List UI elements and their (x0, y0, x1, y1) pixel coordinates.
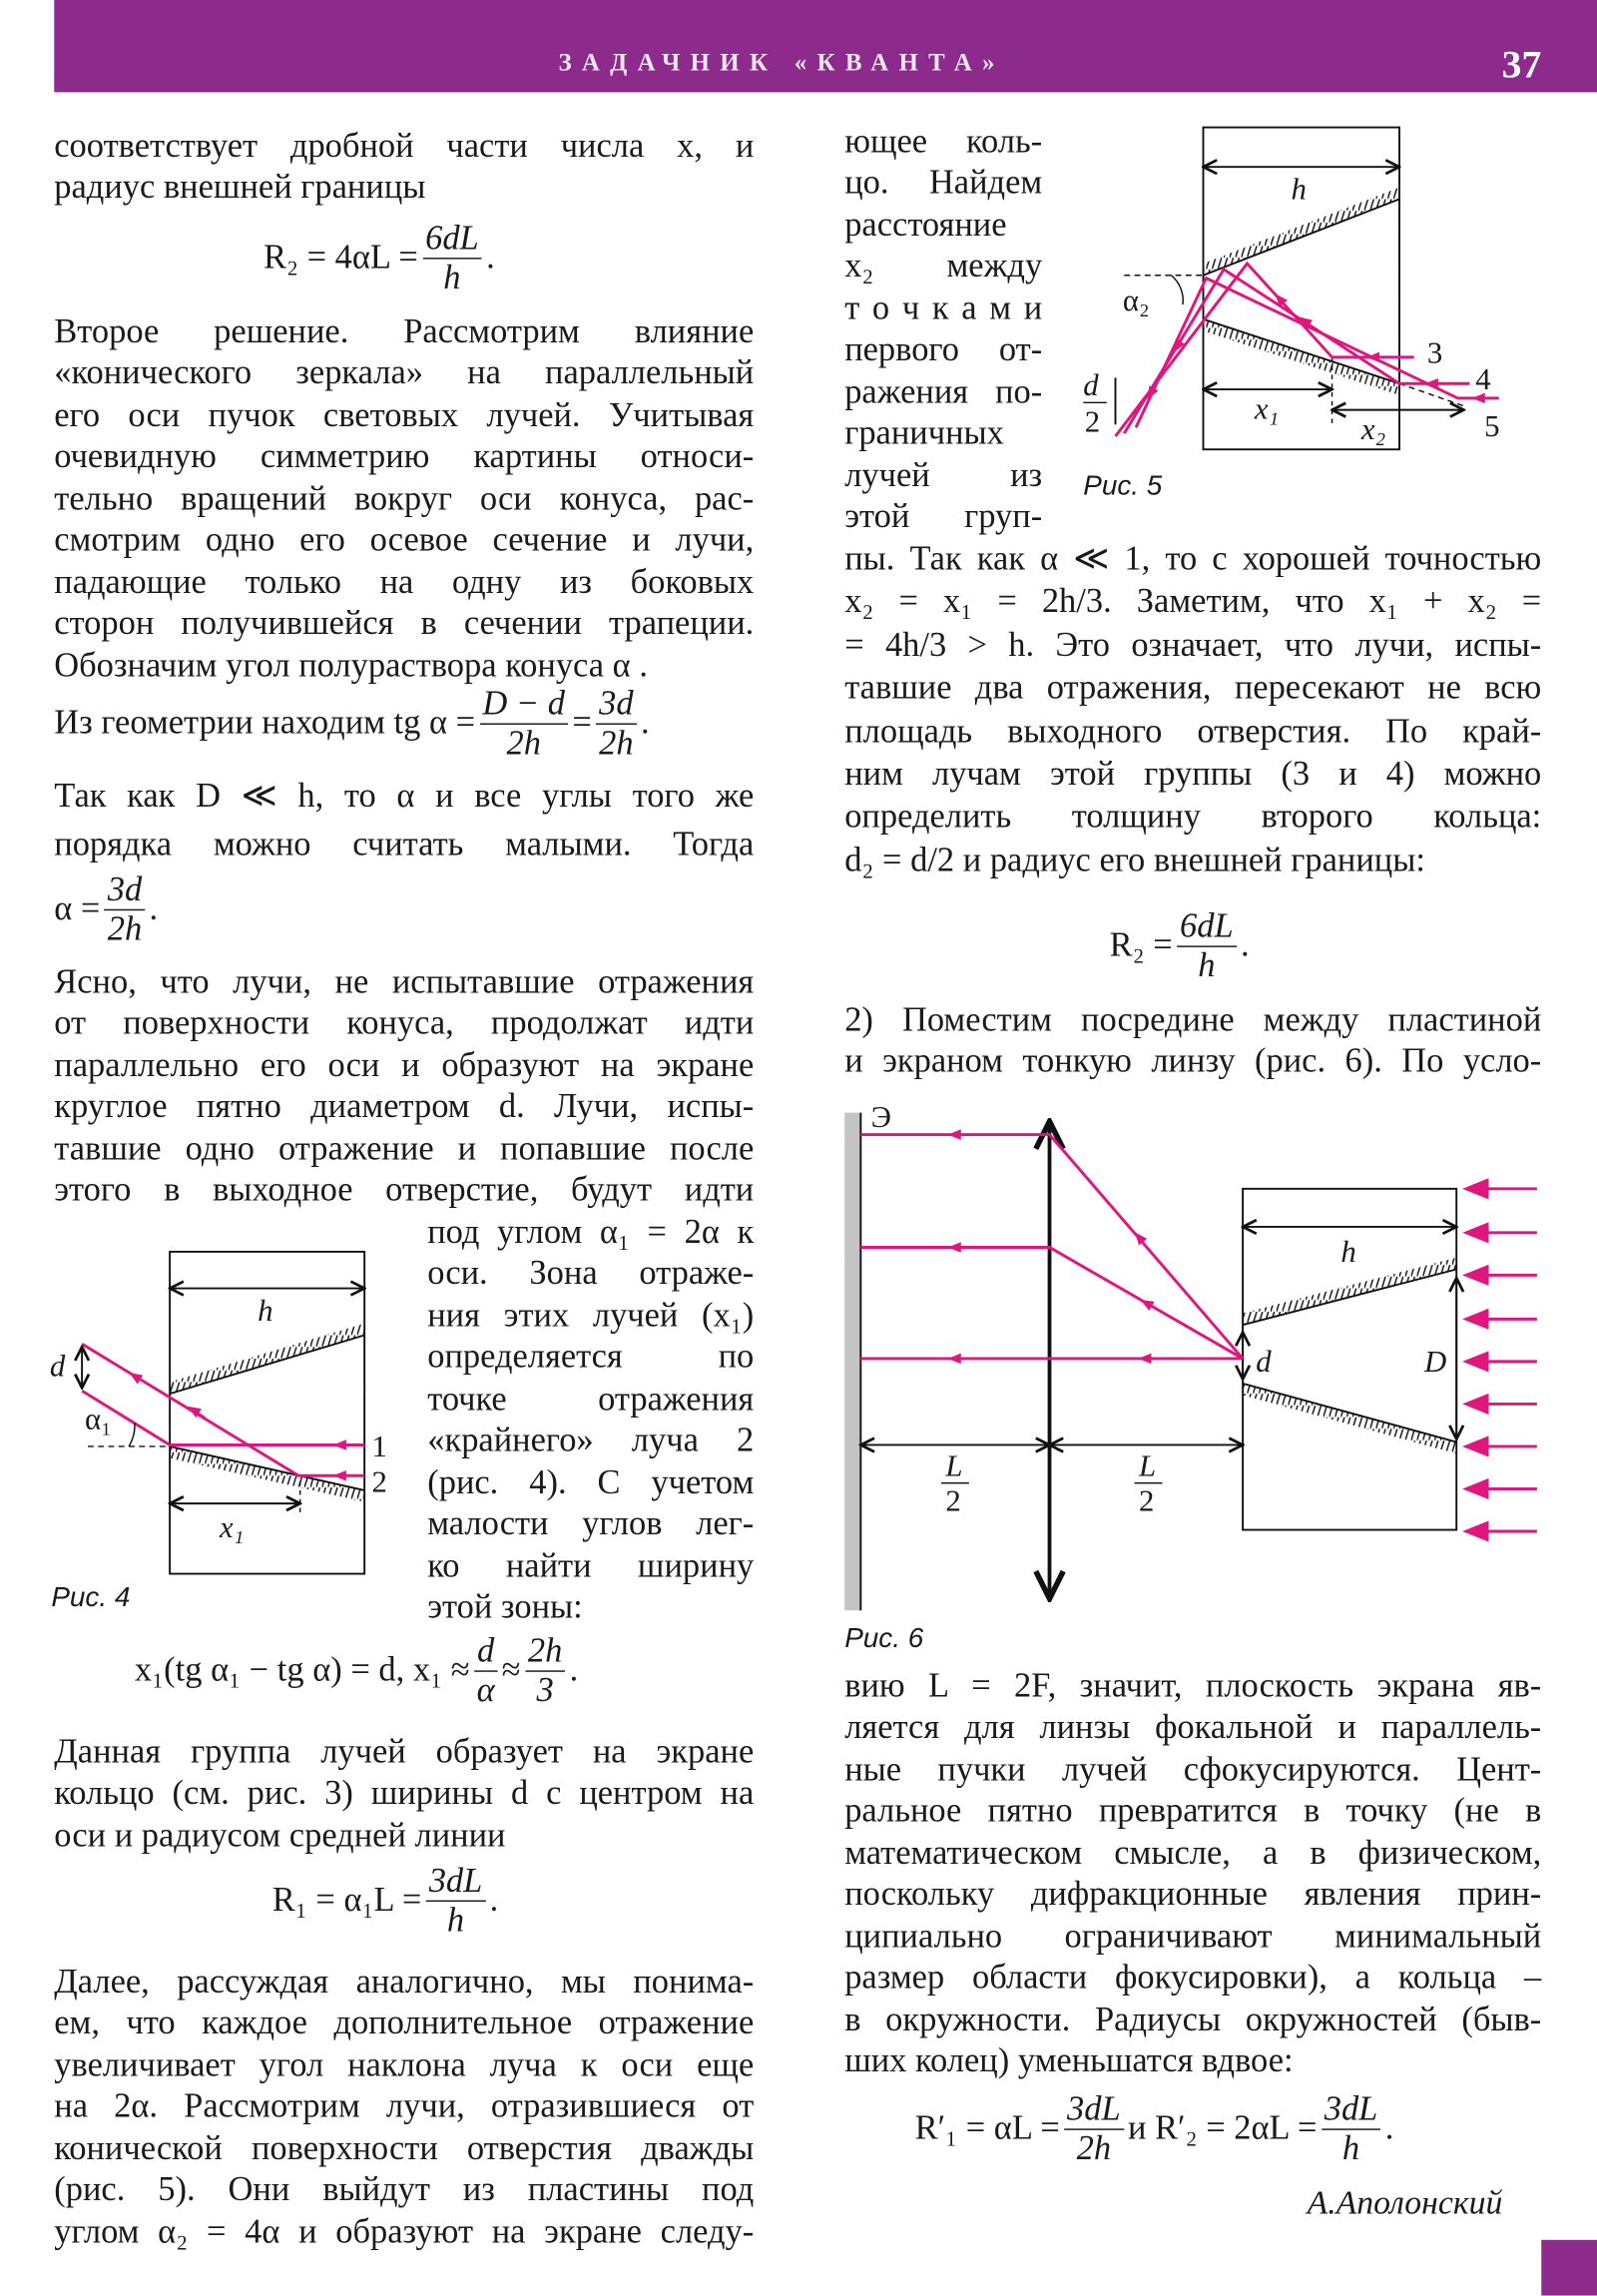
text-line: ем, что каждое дополнительное отражение (54, 2005, 755, 2043)
cone-surface-upper (170, 1335, 364, 1394)
cone-surface-lower (170, 1446, 364, 1490)
ray-5 (1136, 279, 1499, 428)
text-line: Так как D ≪ h, то α и все углы того же (54, 777, 755, 816)
fraction-numerator: 3dL (1322, 2090, 1381, 2130)
figure-4-diagram (50, 1252, 387, 1574)
label-ray-5: 5 (1484, 409, 1500, 444)
formula-text: . (489, 1881, 499, 1920)
text-line: параллельно его оси и образуют на экране (54, 1046, 755, 1085)
text-line: площадь выходного отверстия. По край- (844, 712, 1542, 751)
hatching (1243, 1384, 1456, 1453)
label-2: 2 (1138, 1483, 1155, 1518)
cone-surface-upper (1203, 199, 1399, 275)
formula-text: R′₁ = αL = (914, 2109, 1060, 2148)
section-title: ЗАДАЧНИК «КВАНТА» (558, 48, 1005, 77)
fraction-denominator: h (1341, 2129, 1360, 2168)
formula-text: R₂ = (1109, 926, 1173, 965)
corner-tab (1541, 2240, 1597, 2296)
text-line: порядка можно считать малыми. Тогда (54, 826, 755, 864)
text-line: x₂ = x₁ = 2h/3. Заметим, что x₁ + x₂ = (844, 583, 1542, 622)
text-line: ляется для линзы фокальной и параллель- (844, 1709, 1542, 1748)
label-x1: x₁ (1254, 391, 1280, 426)
text-line: размер области фокусировки), а кольца – (844, 1959, 1542, 1998)
text-line: ные пучки лучей сфокусируются. Цент- (844, 1750, 1542, 1789)
fraction-denominator: h (446, 1902, 465, 1941)
fraction-numerator: d (474, 1632, 497, 1672)
text-line: ших колец) уменьшатся вдвое: (844, 2041, 1294, 2081)
label-x2: x₂ (1360, 411, 1386, 446)
text-line: (рис. 5). Они выйдут из пластины под (54, 2171, 755, 2210)
text-line: в окружности. Радиусы окружностей (быв- (844, 2001, 1542, 2039)
text-line: смотрим одно его осевое сечение и лучи, (54, 521, 755, 560)
text-line: тельно вращений вокруг оси конуса, рас- (54, 479, 755, 518)
text-line: этой груп- (844, 497, 1043, 536)
text-line: Далее, рассуждая аналогично, мы понима- (54, 1963, 755, 2002)
text-line: ния этих лучей (x₁) (427, 1297, 755, 1336)
formula-text: R₁ = α₁L = (271, 1881, 422, 1920)
label-ray-3: 3 (1426, 335, 1443, 370)
text-line: падающие только на одну из боковых (54, 563, 755, 602)
page-number: 37 (1501, 42, 1542, 87)
text-line: граничных (844, 414, 1004, 453)
text-line: и экраном тонкую линзу (рис. 6). По усло- (844, 1042, 1542, 1081)
text-line: кольцо (см. рис. 3) ширины d с центром на (54, 1775, 755, 1814)
text-line: ющее коль- (844, 123, 1043, 162)
fraction-numerator: 3dL (1064, 2090, 1124, 2130)
label-d: d (49, 1349, 66, 1384)
ray-2 (82, 1344, 364, 1475)
figure-caption: Рис. 5 (1083, 471, 1163, 503)
text-line: ципиально ограничивают минимальный (844, 1917, 1542, 1956)
label-h: h (258, 1293, 273, 1328)
text-line: ражения по- (844, 372, 1043, 411)
text-line: этой зоны: (427, 1588, 583, 1627)
text-line: углом α₂ = 4α и образуют на экране следу- (54, 2212, 755, 2252)
text-line: Данная группа лучей образует на экране (54, 1733, 755, 1772)
label-ray-4: 4 (1475, 362, 1491, 397)
formula-text: . (1384, 2109, 1394, 2148)
hatching (170, 1324, 364, 1394)
label-alpha1: α₁ (85, 1402, 112, 1436)
text-line: конической поверхности отверстия дважды (54, 2129, 755, 2168)
text-line: «конического зеркала» на параллельный (54, 354, 755, 393)
fraction-numerator: 3d (105, 871, 145, 911)
formula-text: и R′₂ = 2αL = (1127, 2109, 1318, 2148)
fraction-denominator: h (1198, 946, 1216, 985)
label-screen: Э (870, 1100, 891, 1135)
fraction-numerator: 2h (525, 1632, 565, 1672)
fraction-denominator: 2h (599, 724, 634, 764)
text-line: x₂ между (844, 248, 1043, 287)
text-line: пы. Так как α ≪ 1, то с хорошей точностью (844, 540, 1542, 579)
label-alpha2: α₂ (1122, 283, 1150, 317)
ray-1 (82, 1391, 364, 1444)
label-d: d (1083, 367, 1099, 402)
figure-caption: Рис. 4 (51, 1582, 131, 1614)
text-line: ним лучам этой группы (3 и 4) можно (844, 755, 1542, 794)
formula-text: . (149, 889, 159, 928)
text-line: тавшие два отражения, пересекают не всю (844, 669, 1542, 708)
fraction-numerator: 6dL (1177, 907, 1237, 947)
cone-surface-lower (1203, 319, 1399, 384)
text-line: Ясно, что лучи, не испытавшие отражения (54, 962, 755, 1002)
text-line: вию L = 2F, значит, плоскость экрана яв- (844, 1667, 1542, 1706)
figure-caption: Рис. 6 (844, 1623, 924, 1655)
text-line: математическом смысле, а в физическом, (844, 1834, 1542, 1873)
text-line: Обозначим угол полураствора конуса α . (54, 646, 648, 685)
fraction-denominator: 2h (1076, 2129, 1112, 2168)
incoming-rays (1475, 1189, 1537, 1531)
text-line: расстояние (844, 206, 1007, 245)
author-signature: А.Аполонский (1307, 2184, 1503, 2221)
label-L: L (945, 1448, 963, 1483)
text-line: лучей из (844, 455, 1043, 495)
formula-text: . (486, 239, 495, 278)
text-line: = 4h/3 > h. Это означает, что лучи, испы- (844, 626, 1542, 665)
label-x1: x₁ (219, 1509, 245, 1544)
fraction-denominator: 2h (107, 910, 143, 949)
cone-surface-upper (1243, 1269, 1456, 1325)
text-line: увеличивает угол наклона луча к оси еще (54, 2046, 755, 2085)
label-2: 2 (945, 1483, 961, 1518)
label-h: h (1340, 1235, 1356, 1270)
formula-text: Из геометрии находим tg α = (54, 704, 476, 743)
formula-text: . (569, 1651, 579, 1690)
formula-text: = (572, 704, 592, 743)
formula-text: . (1241, 926, 1250, 965)
text-line: Второе решение. Рассмотрим влияние (54, 312, 755, 351)
fraction-numerator: 3d (596, 685, 636, 725)
text-line: сторон получившейся в сечении трапеции. (54, 604, 755, 644)
figure-5-diagram (1083, 128, 1499, 450)
text-line: оси. Зона отраже- (427, 1255, 755, 1294)
text-line: радиус внешней границы (54, 169, 426, 208)
text-line: очевидную симметрию картины относи- (54, 437, 755, 477)
label-ray-2: 2 (371, 1464, 387, 1499)
text-line: «крайнего» луча 2 (427, 1422, 755, 1460)
text-line: ко найти ширину (427, 1546, 755, 1585)
fraction-numerator: D − d (479, 685, 567, 725)
figure-6-diagram (844, 1100, 1537, 1610)
text-line: его оси пучок световых лучей. Учитывая (54, 396, 755, 435)
text-line: точке отражения (427, 1380, 755, 1419)
label-L: L (1138, 1448, 1157, 1483)
text-line: определяется по (427, 1338, 755, 1378)
text-line: тавшие одно отражение и попавшие после (54, 1129, 755, 1169)
fraction-denominator: α (476, 1671, 495, 1710)
text-line: от поверхности конуса, продолжат идти (54, 1004, 755, 1043)
formula-text: R₂ = 4αL = (263, 239, 418, 278)
formula-text: ≈ (501, 1651, 521, 1690)
label-ray-1: 1 (371, 1430, 387, 1464)
text-line: под углом α₁ = 2α к (427, 1213, 755, 1252)
fraction-denominator: h (443, 259, 461, 297)
text-line: ральное пятно превратится в точку (не в (844, 1792, 1542, 1831)
label-d: d (1256, 1345, 1272, 1380)
text-line: на 2α. Рассмотрим лучи, отразившиеся от (54, 2087, 755, 2126)
rays (860, 1135, 1243, 1359)
text-line: цо. Найдем (844, 164, 1043, 204)
text-line: т о ч к а м и (844, 289, 1043, 328)
text-line: соответствует дробной части числа x, и (54, 127, 755, 166)
screen (844, 1113, 860, 1611)
text-line: определить толщину второго кольца: (844, 798, 1542, 837)
fraction-numerator: 6dL (422, 220, 482, 260)
label-h: h (1291, 172, 1307, 207)
text-line: этого в выходное отверстие, будут идти (54, 1171, 755, 1210)
cone-surface-lower (1243, 1384, 1456, 1442)
formula-text: . (640, 704, 650, 743)
text-line: d₂ = d/2 и радиус его внешней границы: (844, 841, 1425, 880)
formula-text: x₁(tg α₁ − tg α) = d, x₁ ≈ (134, 1651, 470, 1690)
text-line: круглое пятно диаметром d. Лучи, испы- (54, 1088, 755, 1127)
text-line: (рис. 4). С учетом (427, 1463, 755, 1502)
label-D: D (1423, 1345, 1447, 1380)
fraction-numerator: 3dL (426, 1862, 486, 1902)
fraction-denominator: 3 (536, 1671, 554, 1710)
fraction-denominator: 2h (506, 724, 541, 764)
text-line: оси и радиусом средней линии (54, 1816, 506, 1855)
text-line: малости углов лег- (427, 1504, 755, 1543)
text-line: поскольку дифракционные явления прин- (844, 1876, 1542, 1915)
label-2: 2 (1084, 404, 1101, 439)
formula-text: α = (54, 889, 101, 928)
text-line: 2) Поместим посредине между пластиной (844, 1001, 1542, 1040)
text-line: первого от- (844, 330, 1043, 369)
